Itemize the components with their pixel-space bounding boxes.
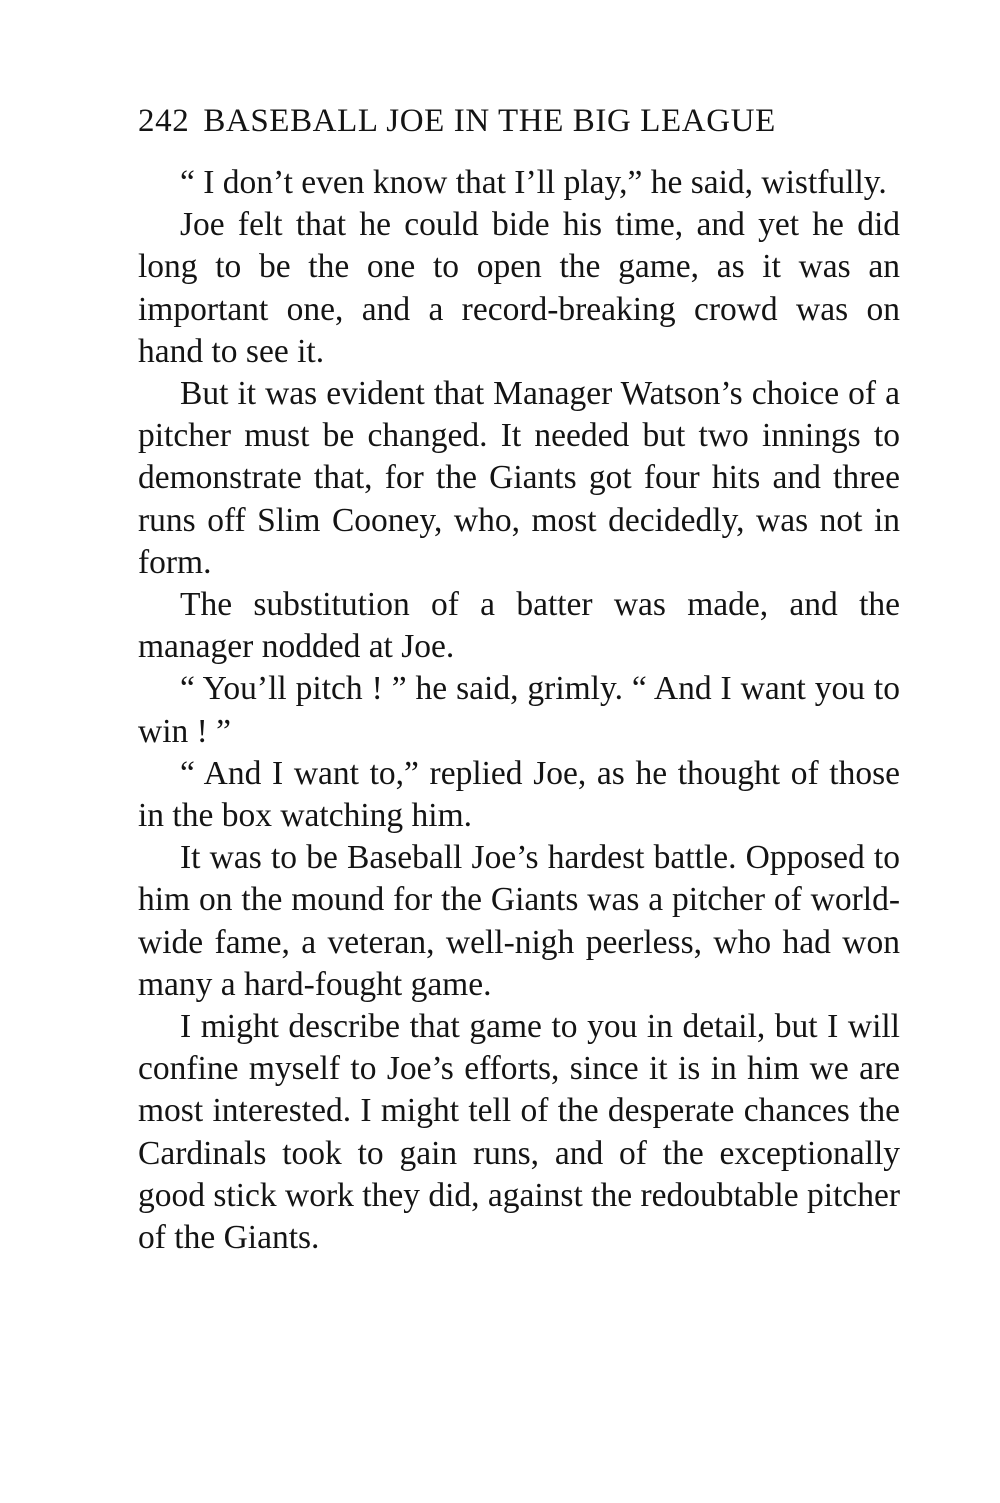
paragraph: “ You’ll pitch ! ” he said, grimly. “ And I want you to win ! ” [138, 670, 900, 750]
paragraph: “ I don’t even know that I’ll play,” he said, wistfully. [180, 164, 887, 201]
running-header [138, 96, 900, 146]
paragraph: It was to be Baseball Joe’s hardest battle. Opposed to him on the mound for the Giants was a pitcher of world-wide fame, a veteran, well-nigh peerless, who had won many a hard-fought game. [138, 839, 900, 1003]
paragraph: Joe felt that he could bide his time, and yet he did long to be the one to open the game, as it was an important one, and a record-breaking crowd was on hand to see it. [138, 206, 900, 370]
body-text [138, 162, 900, 1259]
paragraph: But it was evident that Manager Watson’s choice of a pitcher must be changed. It needed but two innings to demonstrate that, for the Giants got four hits and three runs off Slim Cooney, who, most decidedly, was not in form. [138, 375, 900, 581]
paragraph: “ And I want to,” replied Joe, as he thought of those in the box watching him. [138, 754, 900, 835]
running-title: BASEBALL JOE IN THE BIG LEAGUE [203, 103, 776, 139]
paragraph: I might describe that game to you in detail, but I will confine myself to Joe’s efforts, since it is in him we are most interested. I might tell of the desperate chances the Cardinals took to gain runs, and of the exceptionally good stick work they did, against the redoubtable pitcher of the Giants. [138, 1008, 900, 1257]
page-number: 242 [138, 103, 190, 139]
paragraph: The substitution of a batter was made, and the manager nodded at Joe. [138, 586, 900, 666]
